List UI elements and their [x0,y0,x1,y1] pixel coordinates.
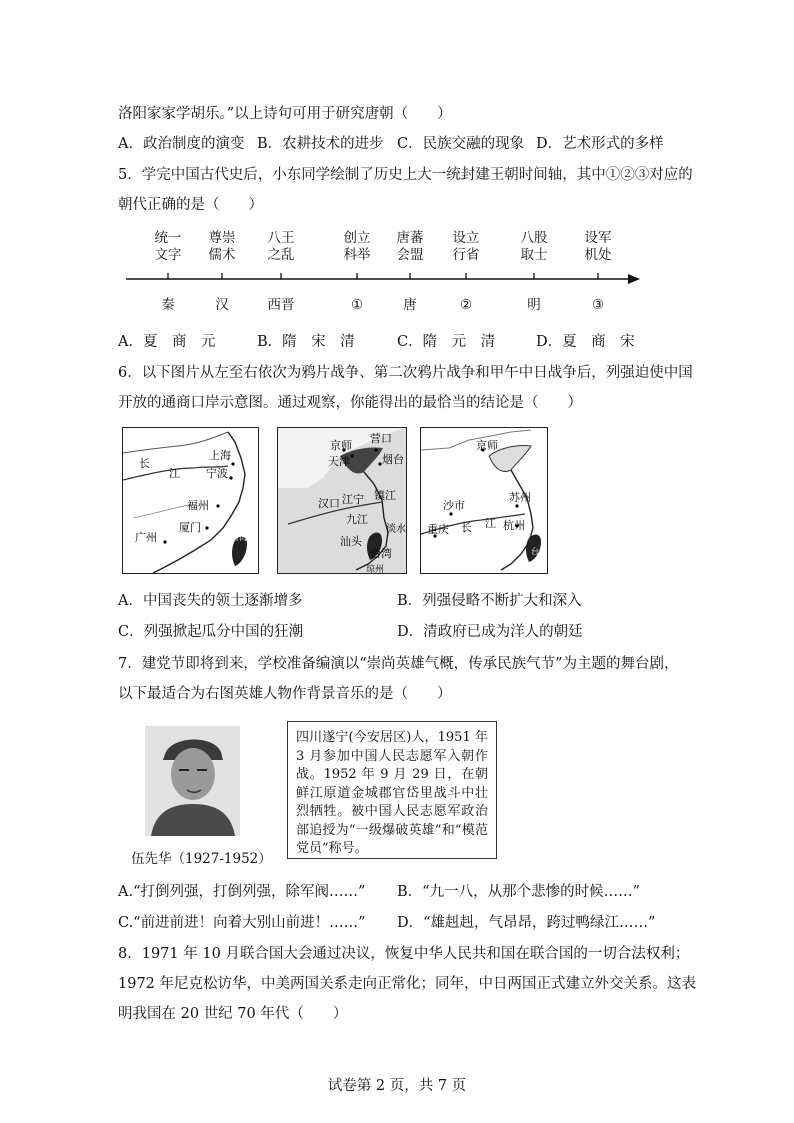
map-label: 烟台 [382,453,404,466]
portrait-graphic [145,726,240,836]
timeline-event: 八王 之乱 [267,230,295,263]
map-label: 苏州 [509,491,531,504]
map-label: 镇江 [374,489,396,502]
map-label: 沙市 [443,499,465,512]
timeline-event: 八股 取士 [520,230,548,263]
timeline-dynasty: 明 [527,297,541,313]
map-label: 江宁 [342,493,364,506]
map-label: 九江 [346,513,368,526]
question-8-text: 明我国在 20 世纪 70 年代（ ） [118,1006,348,1022]
map-label: 琼州 [366,565,385,574]
option-a[interactable]: A.“打倒列强，打倒列强，除军阀……” [118,884,366,900]
question-5-text: 5．学完中国古代史后，小东同学绘制了历史上大一统封建王朝时间轴，其中①②③对应的 [118,167,693,183]
question-7-text: 以下最适合为右图英雄人物作背景音乐的是（ ） [118,686,452,702]
map-label: 杭州 [503,519,525,532]
map-label: 京师 [330,439,352,452]
option-a[interactable]: A．中国丧失的领土逐渐增多 [118,593,303,609]
map-second-opium-war [277,427,407,574]
option-c[interactable]: C．民族交融的现象 [397,136,525,152]
question-6-text: 6．以下图片从左至右依次为鸦片战争、第二次鸦片战争和甲午中日战争后，列强迫使中国 [118,365,693,381]
hero-portrait [145,726,240,836]
map-label: 宁波 [206,467,228,480]
page-footer: 试卷第 2 页，共 7 页 [327,1078,467,1094]
timeline-dynasty: ② [459,297,473,313]
map-label: 长 [139,457,150,470]
option-d[interactable]: D．清政府已成为洋人的朝廷 [397,624,583,640]
map-label: 营口 [370,432,392,445]
map-label: 京师 [476,439,498,452]
question-5-text: 朝代正确的是（ ） [118,197,263,213]
hero-bio-box: 四川遂宁(今安居区)人，1951 年 3 月参加中国人民志愿军入朝作战。1952 年 9 月 29 日，在朝鲜江原道金城郡官岱里战斗中壮烈牺牲。被中国人民志愿军政治部追授为“一级爆破英雄”和“模范党员”称号。 [287,721,497,859]
map-label: 汕头 [340,535,362,548]
timeline-event: 创立 科举 [343,230,371,263]
option-b[interactable]: B．“九一八，从那个悲惨的时候……” [397,884,640,900]
option-a[interactable]: A．夏 商 元 [118,334,216,350]
map-label: 广州 [135,531,157,544]
question-6-text: 开放的通商口岸示意图。通过观察，你能得出的最恰当的结论是（ ） [118,395,582,411]
timeline-event: 唐蕃 会盟 [396,230,424,263]
option-c[interactable]: C．列强掀起瓜分中国的狂潮 [118,624,304,640]
timeline-dynasty: 汉 [215,297,229,313]
option-d[interactable]: D．“雄赳赳，气昂昂，跨过鸭绿江……” [397,915,656,931]
timeline-event: 尊崇 儒术 [208,230,236,263]
timeline-dynasty: 唐 [403,297,417,313]
map-label: 台湾 [531,547,547,556]
question-8-text: 1972 年尼克松访华，中美两国关系走向正常化；同年，中日两国正式建立外交关系。这表 [118,976,697,992]
map-label: 台湾 [231,533,247,542]
question-8-text: 8．1971 年 10 月联合国大会通过决议，恢复中华人民共和国在联合国的一切合法权利； [118,946,690,962]
hero-caption: 伍先华（1927-1952） [131,851,272,867]
timeline-dynasty: 西晋 [267,297,295,313]
timeline-dynasty: ③ [591,297,605,313]
timeline-event: 设军 机处 [584,230,612,263]
option-d[interactable]: D．艺术形式的多样 [536,136,664,152]
map-label: 江 [169,467,180,480]
option-b[interactable]: B．列强侵略不断扩大和深入 [397,593,582,609]
map-label: 长 [461,521,472,534]
option-d[interactable]: D．夏 商 宋 [536,334,635,350]
map-label: 台湾 [370,547,392,560]
map-label: 淡水 [386,524,406,535]
option-c[interactable]: C．隋 元 清 [397,334,496,350]
map-sino-japanese-war [420,427,548,574]
timeline-event: 统一 文字 [154,230,182,263]
option-b[interactable]: B．隋 宋 清 [257,334,355,350]
option-a[interactable]: A．政治制度的演变 [118,136,245,152]
map-opium-war [122,427,259,574]
option-b[interactable]: B．农耕技术的进步 [257,136,384,152]
map-label: 天津 [328,455,350,468]
question-7-text: 7．建党节即将到来，学校准备编演以“崇尚英雄气概，传承民族气节”为主题的舞台剧， [118,656,679,672]
map-label: 汉口 [318,497,340,510]
map-label: 江 [485,517,496,530]
timeline-dynasty: 秦 [161,297,175,313]
timeline-event: 设立 行省 [452,230,480,263]
question-text: 洛阳家家学胡乐。”以上诗句可用于研究唐朝（ ） [118,106,452,122]
timeline-dynasty: ① [350,297,364,313]
map-label: 福州 [187,499,209,512]
map-label: 重庆 [427,523,449,536]
map-label: 上海 [209,449,231,462]
option-c[interactable]: C.“前进前进！向着大别山前进！……” [118,915,366,931]
map-label: 厦门 [179,521,201,534]
